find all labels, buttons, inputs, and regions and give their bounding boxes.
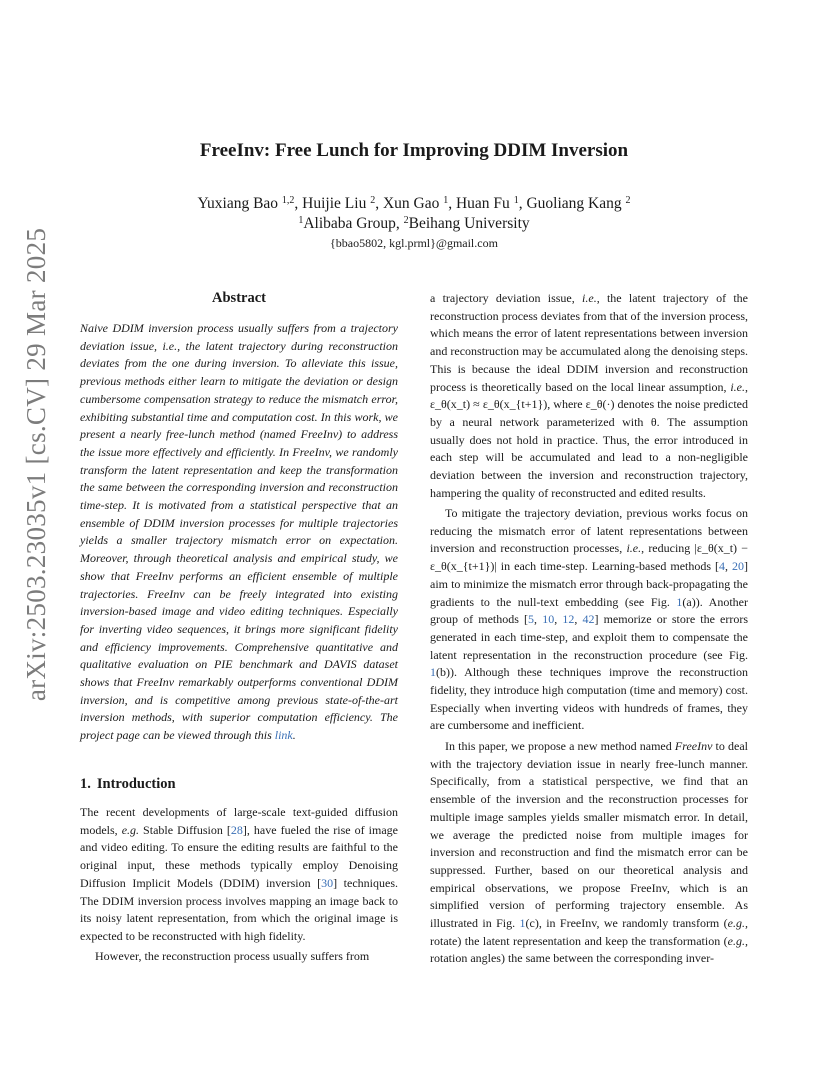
text-run: , — [534, 612, 543, 627]
text-run: to deal with the trajectory deviation issue in nearly free-lunch manner. Specifically, from a statistical perspective, we find that an ensemble of the inversion and the reconstruction processes for multiple image samples yields smaller mismatch error. In detail, we average the predicted noise from multiple images for inversion and reconstruction and find the mismatch error can be suppressed. Further, based on our theoretical analysis and empirical observations, we propose FreeInv, which is an simplified version of performing trajectory ensemble. As illustrated in Fig. — [430, 739, 748, 931]
abstract-text — [80, 320, 398, 745]
citation-link[interactable]: 4 — [719, 559, 726, 574]
author-superscript: 2 — [625, 195, 631, 206]
text-run: To mitigate the trajectory deviation, previous works focus on reducing the mismatch error of latent representations between inversion and reconstruction processes, — [430, 506, 748, 556]
text-run: (b)). Although these techniques improve the reconstruction fidelity, they introduce high computation (time and memory) cost. Especially when inverting videos with hundreds of frames, they are cumbersome and inefficient. — [430, 665, 748, 733]
text-run: , — [554, 612, 563, 627]
text-run: , the latent trajectory of the reconstruction process deviates from that of the inversion process, which means the error of latent representations between inversion and reconstruction may be accumulated along the denoising steps. This is because the ideal DDIM inversion and reconstruction process is theoretically based on the local linear assumption, — [430, 291, 748, 394]
text-run: ] techniques. The DDIM inversion process involves mapping an image back to its noisy latent representation, from which the original image is expected to be reconstructed with high fidelity. — [80, 875, 398, 943]
citation-link[interactable]: 30 — [321, 875, 334, 890]
affiliations — [0, 214, 828, 233]
affiliation-superscript: 2 — [403, 215, 409, 226]
text-run: . The assumption usually does not hold in practice. Thus, the error introduced in each step will be accumulated and lead to a non-negligible deviation between the inversion and reconstruction trajectory, hampering the quality of reconstructed and edited results. — [430, 414, 748, 500]
column2-paragraph-2 — [430, 505, 748, 735]
author-name: Huijie Liu — [302, 195, 367, 212]
text-run-italic: e.g., — [727, 916, 748, 931]
arxiv-identifier: arXiv:2503.23035v1 [cs.CV] 29 Mar 2025 — [21, 227, 52, 701]
figure-link[interactable]: 1 — [676, 594, 683, 609]
text-run: a trajectory deviation issue, — [430, 291, 583, 305]
text-run: ], have fueled the rise of image and video editing. To ensure the editing results are faithful to the original input, these methods typically employ Denoising Diffusion Implicit Models (DDIM) inversion [ — [80, 822, 398, 890]
column2-paragraph-3 — [430, 738, 748, 968]
citation-link[interactable]: 12 — [562, 612, 575, 627]
author-superscript: 1 — [443, 195, 449, 206]
text-run: rotate) the latent representation and keep the transformation ( — [430, 933, 728, 948]
author-superscript: 2 — [370, 195, 376, 206]
paper-title: FreeInv: Free Lunch for Improving DDIM Inversion — [199, 140, 629, 161]
text-run-italic: FreeInv — [674, 739, 713, 753]
text-run: Stable Diffusion [ — [139, 822, 231, 837]
author-name: Yuxiang Bao — [197, 195, 279, 212]
column2-paragraph-1 — [430, 290, 748, 502]
text-run: ] aim to minimize the mismatch error through back-propagating the gradients to the null-text embedding (see Fig. — [430, 559, 749, 609]
section-number: 1. — [80, 776, 91, 792]
figure-link[interactable]: 1 — [519, 916, 526, 931]
intro-paragraph-1 — [80, 804, 398, 946]
author-email: {bbao5802, kgl.prml}@gmail.com — [330, 236, 498, 250]
section-title: Introduction — [96, 776, 176, 792]
text-run: The recent developments of large-scale text-guided diffusion models, — [80, 805, 398, 837]
text-run-italic: i.e. — [626, 541, 642, 556]
affiliation-name: Alibaba Group, — [303, 215, 404, 232]
text-run: , — [574, 612, 583, 627]
text-run: In this paper, we propose a new method named — [445, 739, 675, 753]
author-superscript: 1,2 — [281, 195, 295, 206]
citation-link[interactable]: 10 — [542, 612, 555, 627]
abstract-heading: Abstract — [212, 290, 266, 306]
text-run-italic: e.g. — [121, 822, 140, 837]
text-run-italic: i.e. — [582, 291, 597, 305]
inline-equation: , ε_θ(x_t) ≈ ε_θ(x_{t+1}), where ε_θ(·) denotes the noise predicted by a neural network parameterized with θ — [430, 379, 748, 429]
citation-link[interactable]: 42 — [582, 612, 595, 627]
text-run: (a)). Another group of methods [ — [430, 594, 748, 627]
text-run: , reducing |ε_θ(x_t) − ε_θ(x_{t+1})| in each time-step. Learning-based methods [ — [430, 541, 748, 574]
affiliation-superscript: 1 — [298, 215, 304, 226]
citation-link[interactable]: 28 — [230, 822, 243, 837]
section-heading-introduction — [80, 776, 176, 793]
citation-link[interactable]: 20 — [732, 559, 745, 574]
author-name: Huan Fu — [455, 195, 510, 212]
text-run-italic: e.g., — [727, 933, 748, 948]
text-run: (c), in FreeInv, we randomly transform ( — [525, 916, 728, 931]
text-run-italic: i.e. — [730, 379, 745, 394]
abstract-end: . — [292, 728, 296, 743]
text-run: , — [725, 559, 733, 574]
author-list: Yuxiang Bao $^{1,2}$, Huijie Liu $^2$, Xun Gao $^1$, Huan Fu $^1$, Guoliang Kang $^2$ — [197, 195, 631, 212]
citation-link[interactable]: 5 — [528, 612, 535, 627]
text-run: rotation angles) the same between the corresponding inver- — [430, 951, 714, 966]
author-name: Guoliang Kang — [526, 195, 622, 212]
figure-link[interactable]: 1 — [430, 665, 436, 680]
project-page-link[interactable]: link — [274, 728, 293, 743]
intro-paragraph-2: However, the reconstruction process usually suffers from — [95, 949, 370, 963]
abstract-body: Naive DDIM inversion process usually suffers from a trajectory deviation issue, i.e., the latent trajectory during reconstruction deviates from the one during inversion. To alleviate this issue, previous methods either learn to mitigate the deviation or design cumbersome compensation strategy to reduce the mismatch error, exhibiting substantial time and computation cost. In this work, we present a nearly free-lunch method (named FreeInv) to address the issue more effectively and efficiently. In FreeInv, we randomly transform the latent representation and keep the transformation the same between the corresponding inversion and reconstruction time-step. It is motivated from a statistical perspective that an ensemble of DDIM inversion processes for multiple trajectories yields a smaller trajectory mismatch error on expectation. Moreover, through theoretical analysis and empirical study, we show that FreeInv performs an efficient ensemble of multiple trajectories. FreeInv can be freely integrated into existing inversion-based image and video editing techniques. Especially for inverting video sequences, it brings more significant fidelity and efficiency improvements. Comprehensive quantitative and qualitative evaluation on PIE benchmark and DAVIS dataset shows that FreeInv remarkably outperforms conventional DDIM inversion, and is competitive among previous state-of-the-art inversion methods, with superior computation efficiency. The project page can be viewed through this — [80, 321, 398, 743]
text-run: ] memorize or store the errors generated in each time-step, and exploit them to compensate the latent representation in the reconstruction procedure (see Fig. — [430, 612, 749, 662]
author-superscript: 1 — [513, 195, 519, 206]
author-name: Xun Gao — [382, 195, 440, 212]
affiliation-name: Beihang University — [408, 215, 530, 232]
